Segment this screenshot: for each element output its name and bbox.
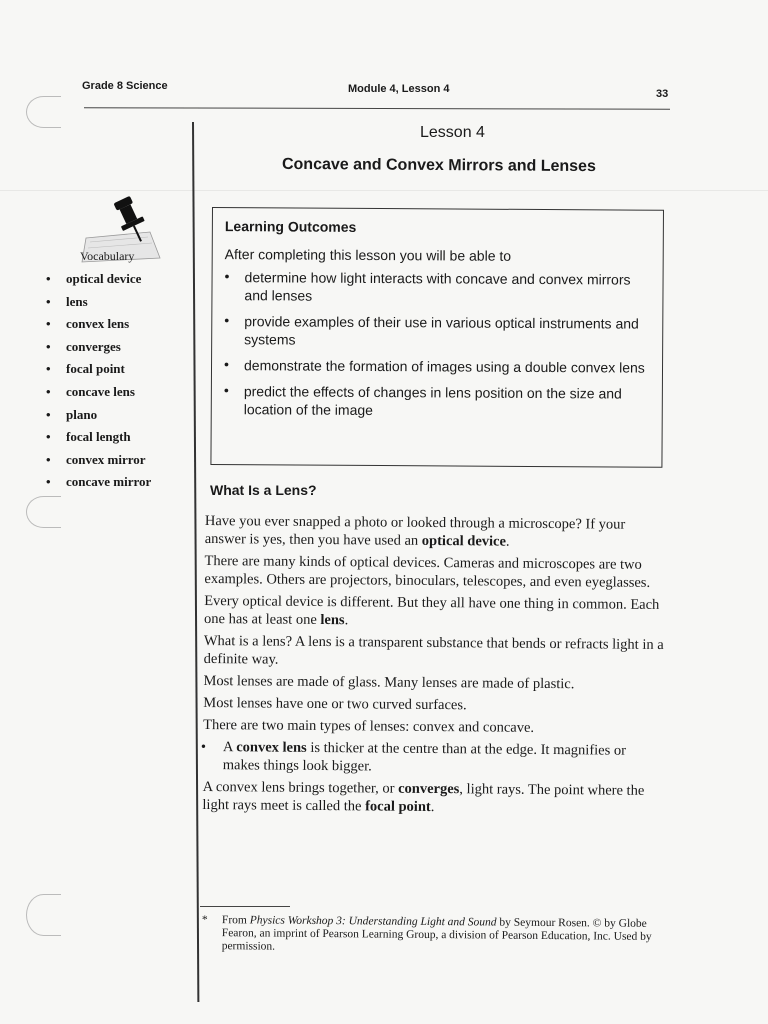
- outcome-item: • predict the effects of changes in lens position on the size and location of the image: [224, 382, 654, 421]
- vocabulary-list: [46, 271, 151, 497]
- outcomes-list: [224, 268, 655, 429]
- binder-hole-bottom: [26, 894, 61, 936]
- scan-artifact-line: [0, 190, 768, 191]
- vocab-term: • optical device: [46, 271, 151, 294]
- paragraph: Have you ever snapped a photo or looked through a microscope? If your answer is yes, then you have used an optical device.: [204, 512, 626, 550]
- paragraph: There are many kinds of optical devices. Cameras and microscopes are two examples. Others are projectors, binoculars, telescopes, and even eyeglasses.: [204, 552, 651, 591]
- lesson-title: Concave and Convex Mirrors and Lenses: [281, 155, 596, 176]
- footnote: * From Physics Workshop 3: Understanding Light and Sound by Seymour Rosen. © by Globe Fearon, an imprint of Pearson Learning Group, a division of Pearson Education, Inc. Used by permission.: [201, 914, 652, 953]
- module-lesson: Module 4, Lesson 4: [348, 83, 450, 95]
- footnote-rule: [200, 906, 290, 907]
- source-title: Physics Workshop 3: Understanding Light and Sound: [249, 914, 497, 929]
- term-focal-point: focal point: [365, 798, 431, 815]
- lesson-number: Lesson 4: [420, 124, 485, 141]
- footnote-marker: *: [201, 914, 208, 927]
- term-convex-lens: convex lens: [236, 739, 307, 756]
- vocab-term: • converges: [46, 339, 151, 362]
- paragraph: Most lenses have one or two curved surfaces.: [203, 694, 467, 714]
- vocab-term: • convex lens: [46, 316, 151, 339]
- term-optical-device: optical device: [421, 532, 507, 550]
- outcome-item: • demonstrate the formation of images using a double convex lens: [224, 356, 654, 377]
- vocab-term: • concave lens: [46, 384, 151, 407]
- vocabulary-title: Vocabulary: [80, 249, 135, 263]
- bullet-item: • A convex lens is thicker at the centre than at the edge. It magnifies or makes things look bigger.: [201, 738, 663, 778]
- outcomes-intro: After completing this lesson you will be able to: [224, 246, 512, 264]
- vocab-term: • convex mirror: [46, 452, 151, 475]
- section-heading: What Is a Lens?: [210, 482, 317, 498]
- binder-hole-top: [26, 96, 61, 128]
- header-rule: [84, 107, 670, 110]
- page-number: 33: [656, 88, 669, 100]
- outcomes-heading: Learning Outcomes: [224, 218, 357, 235]
- course-name: Grade 8 Science: [82, 80, 168, 92]
- paragraph: Most lenses are made of glass. Many lenses are made of plastic.: [203, 672, 575, 693]
- vocab-term: • lens: [46, 294, 151, 317]
- binder-hole-middle: [26, 496, 61, 528]
- paragraph: Every optical device is different. But they all have one thing in common. Each one has at least one lens.: [203, 592, 660, 629]
- learning-outcomes-box: [210, 207, 664, 468]
- outcome-item: • provide examples of their use in various optical instruments and systems: [224, 312, 654, 351]
- paragraph: There are two main types of lenses: convex and concave.: [203, 716, 535, 736]
- outcome-item: • determine how light interacts with concave and convex mirrors and lenses: [224, 268, 654, 307]
- term-lens: lens: [320, 612, 345, 629]
- vocab-term: • concave mirror: [46, 474, 151, 497]
- vocab-term: • focal point: [46, 361, 151, 384]
- section-body: [202, 512, 665, 822]
- vocab-term: • plano: [46, 407, 151, 430]
- paragraph: A convex lens brings together, or converges, light rays. The point where the light rays meet is called the focal point.: [202, 778, 645, 816]
- vocab-term: • focal length: [46, 429, 151, 452]
- paragraph: What is a lens? A lens is a transparent substance that bends or refracts light in a definite way.: [203, 632, 664, 668]
- column-divider: [192, 122, 199, 1002]
- term-converges: converges: [398, 780, 460, 798]
